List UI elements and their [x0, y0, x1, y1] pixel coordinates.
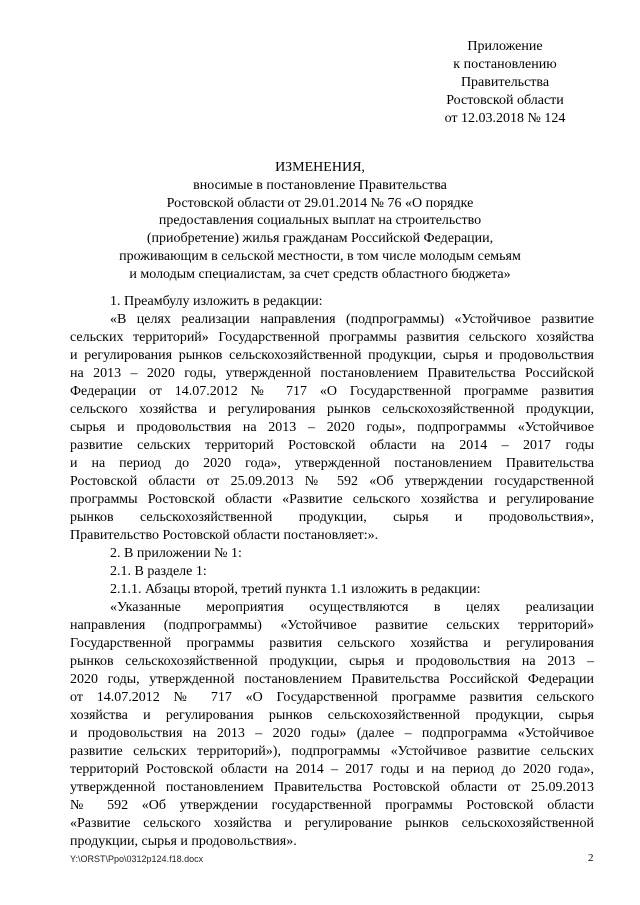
body-line: и на период до 2020 года», утвержденной постановлением Правительства [70, 456, 594, 471]
body-line: «Развитие сельского хозяйства и регулирование рынков сельскохозяйственной [70, 816, 594, 831]
body-line: от 14.07.2012 № 717 «О Государственной программе развития сельского [70, 690, 594, 705]
body-line: сельских территорий» Государственной программы развития сельского хозяйства [70, 330, 594, 345]
body-line: сельского хозяйства и регулирования рынков сельскохозяйственной продукции, [70, 402, 594, 417]
title-line: проживающим в сельской местности, в том числе молодым семьям [119, 248, 521, 264]
body-line: 2020 годы, утвержденной постановлением Правительства Российской Федерации [70, 672, 594, 687]
body-line: Правительство Ростовской области постановляет:». [70, 528, 379, 543]
page-number: 2 [588, 852, 594, 864]
body-line: «Указанные мероприятия осуществляются в целях реализации [110, 600, 594, 615]
body-line: Федерации от 14.07.2012 № 717 «О Государственной программе развития [70, 384, 594, 399]
body-line: и регулирования рынков сельскохозяйственной продукции, сырья и продовольствия [70, 348, 594, 363]
body-line: развитие сельских территорий»), подпрограммы «Устойчивое развитие сельских [70, 744, 594, 759]
body-line: направления (подпрограммы) «Устойчивое развитие сельских территорий» [70, 618, 594, 633]
title-line: вносимые в постановление Правительства [193, 177, 447, 193]
body-line: и продовольствия на 2013 – 2020 годы» (далее – подпрограмма «Устойчивое [70, 726, 594, 741]
body-line: 2.1. В разделе 1: [110, 564, 207, 579]
body-line: программы Ростовской области «Развитие сельского хозяйства и регулирование [70, 492, 594, 507]
body-line: Государственной программы развития сельского хозяйства и регулирования [70, 636, 594, 651]
document-body [70, 293, 594, 851]
body-line: рынков сельскохозяйственной продукции, сырья и продовольствия», [70, 510, 594, 525]
body-line: сырья и продовольствия на 2013 – 2020 годы», подпрограммы «Устойчивое [70, 420, 594, 435]
body-line: хозяйства и регулирования рынков сельскохозяйственной продукции, сырья [70, 708, 594, 723]
title-line: предоставления социальных выплат на строительство [158, 213, 482, 229]
appendix-header [420, 38, 590, 128]
body-line: 2.1.1. Абзацы второй, третий пункта 1.1 изложить в редакции: [110, 582, 481, 597]
title-heading: ИЗМЕНЕНИЯ, [275, 160, 365, 175]
body-line: развитие сельских территорий Ростовской области на 2014 – 2017 годы [70, 438, 594, 453]
body-line: «В целях реализации направления (подпрограммы) «Устойчивое развитие [110, 312, 594, 327]
footer-file-path: Y:\ORST\Ppo\0312p124.f18.docx [70, 854, 204, 864]
appendix-line: от 12.03.2018 № 124 [444, 111, 566, 126]
body-line: утвержденной постановлением Правительства Ростовской области от 25.09.2013 [70, 780, 594, 795]
appendix-line: Ростовской области [446, 93, 564, 108]
body-line: № 592 «Об утверждении государственной программы Ростовской области [70, 798, 594, 813]
document-title [80, 159, 560, 284]
body-line: рынков сельскохозяйственной продукции, сырья и продовольствия на 2013 – [70, 654, 594, 669]
appendix-line: к постановлению [453, 57, 557, 72]
body-line: 1. Преамбулу изложить в редакции: [110, 294, 323, 309]
title-line: и молодым специалистам, за счет средств областного бюджета» [129, 266, 511, 282]
title-line: (приобретение) жилья гражданам Российской Федерации, [146, 231, 494, 247]
appendix-line: Правительства [460, 75, 550, 90]
title-line: Ростовской области от 29.01.2014 № 76 «О порядке [166, 195, 474, 211]
body-line: Ростовской области от 25.09.2013 № 592 «Об утверждении государственной [70, 474, 594, 489]
appendix-line: Приложение [467, 39, 543, 54]
body-line: 2. В приложении № 1: [110, 546, 242, 561]
body-line: на 2013 – 2020 годы, утвержденной постановлением Правительства Российской [70, 366, 594, 381]
body-line: продукции, сырья и продовольствия». [70, 834, 297, 849]
body-line: территорий Ростовской области на 2014 – 2017 годы и на период до 2020 года», [70, 762, 594, 777]
